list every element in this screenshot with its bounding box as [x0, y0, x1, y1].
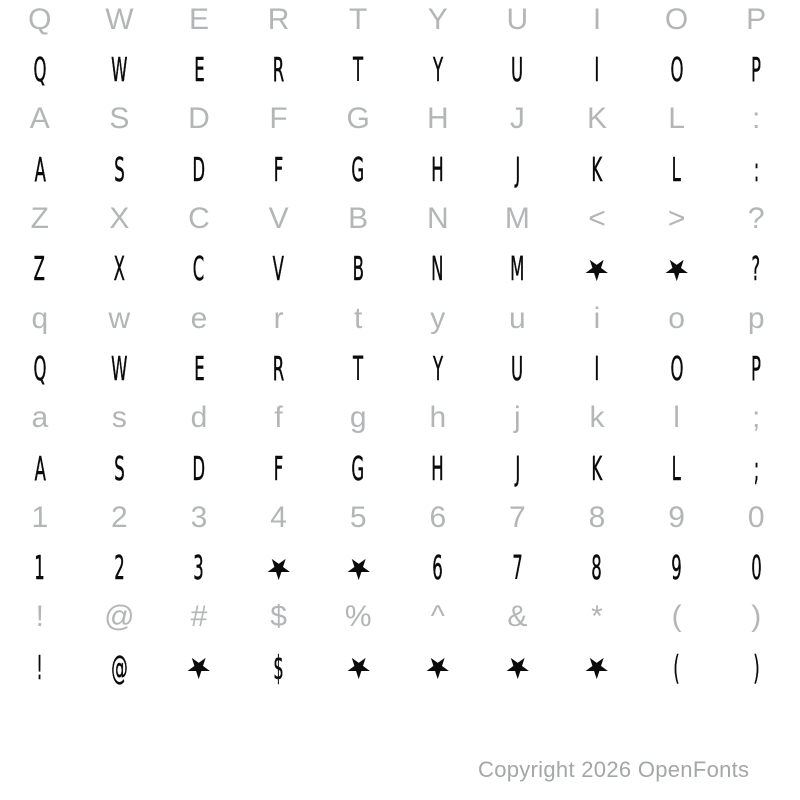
glyph-cell: [716, 493, 796, 543]
glyph-cell: [398, 493, 478, 543]
glyph-cell: [318, 194, 398, 244]
glyph-cell: [0, 95, 80, 145]
specimen-glyph-row: [0, 45, 796, 95]
glyph: B: [352, 249, 364, 289]
glyph: T: [353, 348, 364, 388]
glyph-cell: [80, 443, 160, 493]
glyph: P: [746, 2, 767, 36]
reference-glyph-row: [0, 0, 796, 45]
glyph-cell: [318, 344, 398, 394]
glyph-cell: [318, 443, 398, 493]
glyph: N: [431, 249, 444, 289]
glyph-cell: [318, 95, 398, 145]
glyph: O: [664, 2, 689, 36]
glyph-cell: [478, 194, 558, 244]
glyph-cell: [239, 244, 319, 294]
glyph: *: [591, 600, 603, 634]
glyph: V: [272, 249, 285, 289]
glyph: 6: [429, 500, 447, 534]
glyph-cell: [239, 294, 319, 344]
glyph: O: [670, 348, 684, 388]
glyph: !: [36, 647, 44, 687]
glyph-cell: [478, 45, 558, 95]
glyph-cell: [478, 593, 558, 643]
glyph: Y: [427, 2, 448, 36]
glyph: C: [188, 202, 210, 236]
glyph-cell: [239, 642, 319, 692]
glyph: A: [29, 102, 50, 136]
glyph: o: [668, 301, 685, 335]
glyph-cell: [318, 543, 398, 593]
glyph-cell: [478, 493, 558, 543]
glyph-cell: [0, 0, 80, 45]
reference-glyph-row: [0, 393, 796, 443]
glyph-cell: [318, 244, 398, 294]
glyph: W: [105, 2, 134, 36]
glyph-cell: [398, 393, 478, 443]
glyph-cell: [159, 543, 239, 593]
glyph-cell: [716, 244, 796, 294]
glyph-cell: [398, 144, 478, 194]
glyph-cell: [80, 593, 160, 643]
glyph-cell: [557, 244, 637, 294]
glyph: T: [349, 2, 368, 36]
glyph-cell: [478, 0, 558, 45]
glyph-cell: [557, 0, 637, 45]
glyph-cell: [398, 543, 478, 593]
glyph-cell: [159, 493, 239, 543]
reference-glyph-row: [0, 95, 796, 145]
glyph: 1: [34, 548, 46, 588]
glyph-cell: [478, 294, 558, 344]
glyph: j: [514, 401, 521, 435]
glyph: (: [673, 647, 680, 687]
glyph: U: [506, 2, 529, 36]
glyph-cell: [716, 45, 796, 95]
glyph: ^: [430, 600, 445, 634]
glyph-cell: [637, 0, 717, 45]
glyph: G: [346, 102, 370, 136]
glyph: l: [673, 401, 680, 435]
glyph: F: [273, 448, 284, 488]
glyph-cell: [398, 593, 478, 643]
glyph-cell: [716, 0, 796, 45]
glyph-cell: [318, 144, 398, 194]
specimen-glyph-row: [0, 443, 796, 493]
glyph: e: [190, 301, 208, 335]
glyph-cell: [557, 95, 637, 145]
glyph-cell: [0, 294, 80, 344]
glyph-cell: [637, 45, 717, 95]
glyph-cell: [80, 244, 160, 294]
glyph-cell: [398, 344, 478, 394]
glyph: M: [504, 202, 530, 236]
glyph-cell: [159, 194, 239, 244]
glyph-cell: [239, 194, 319, 244]
glyph: f: [274, 401, 283, 435]
glyph-cell: [239, 0, 319, 45]
glyph-cell: [557, 144, 637, 194]
glyph: Y: [432, 50, 443, 90]
glyph: S: [114, 448, 125, 488]
glyph: K: [586, 102, 607, 136]
glyph: R: [272, 348, 285, 388]
glyph: W: [111, 50, 128, 90]
glyph: D: [188, 102, 210, 136]
glyph: I: [594, 348, 600, 388]
glyph-cell: [398, 642, 478, 692]
glyph: B: [348, 202, 369, 236]
glyph: ): [751, 600, 762, 634]
glyph-cell: [637, 95, 717, 145]
glyph-cell: [239, 45, 319, 95]
glyph-cell: [637, 642, 717, 692]
glyph-cell: [637, 244, 717, 294]
glyph: M: [510, 249, 525, 289]
glyph-cell: [80, 144, 160, 194]
glyph-cell: [398, 194, 478, 244]
glyph: Q: [28, 2, 52, 36]
glyph-cell: [398, 244, 478, 294]
glyph-cell: [159, 393, 239, 443]
glyph: q: [31, 301, 49, 335]
glyph-cell: [478, 95, 558, 145]
glyph: V: [268, 202, 289, 236]
glyph: F: [269, 102, 288, 136]
glyph-cell: [716, 144, 796, 194]
glyph: >: [667, 202, 686, 236]
glyph: G: [351, 448, 365, 488]
glyph: %: [344, 600, 372, 634]
glyph-cell: [478, 543, 558, 593]
glyph: 2: [114, 548, 125, 588]
glyph-cell: [159, 593, 239, 643]
glyph-cell: [557, 344, 637, 394]
glyph-cell: [239, 593, 319, 643]
glyph: t: [354, 301, 363, 335]
reference-glyph-row: [0, 294, 796, 344]
glyph: Z: [30, 202, 49, 236]
glyph: ?: [751, 249, 761, 289]
glyph-cell: [239, 493, 319, 543]
glyph-cell: [318, 0, 398, 45]
glyph: K: [591, 149, 603, 189]
glyph-cell: [637, 393, 717, 443]
glyph-cell: [239, 95, 319, 145]
glyph: ): [752, 647, 760, 687]
glyph: J: [514, 149, 520, 189]
glyph: k: [589, 401, 605, 435]
glyph-cell: [637, 593, 717, 643]
glyph-cell: [239, 443, 319, 493]
glyph: $: [270, 600, 287, 634]
glyph: E: [193, 50, 205, 90]
glyph: 1: [31, 500, 49, 534]
glyph-cell: [478, 443, 558, 493]
glyph: #: [190, 600, 208, 634]
glyph: R: [272, 50, 285, 90]
scribble-star-icon: ★: [585, 253, 609, 284]
glyph: <: [588, 202, 606, 236]
glyph-cell: [80, 294, 160, 344]
glyph: @: [104, 600, 135, 634]
glyph-cell: [80, 393, 160, 443]
glyph: Z: [34, 249, 46, 289]
glyph-cell: [159, 443, 239, 493]
glyph: T: [353, 50, 364, 90]
glyph: F: [273, 149, 284, 189]
glyph-cell: [637, 493, 717, 543]
glyph-cell: [478, 642, 558, 692]
glyph-cell: [318, 45, 398, 95]
glyph: g: [349, 401, 367, 435]
glyph: L: [671, 149, 682, 189]
glyph-cell: [318, 493, 398, 543]
glyph-cell: [318, 593, 398, 643]
glyph: X: [113, 249, 126, 289]
glyph: !: [35, 600, 44, 634]
glyph-cell: [159, 294, 239, 344]
glyph-cell: [716, 344, 796, 394]
glyph-cell: [318, 294, 398, 344]
glyph-cell: [0, 393, 80, 443]
glyph: ?: [747, 202, 765, 236]
glyph-cell: [398, 294, 478, 344]
glyph: &: [507, 600, 528, 634]
glyph: A: [34, 149, 46, 189]
glyph-cell: [716, 443, 796, 493]
glyph-cell: [0, 194, 80, 244]
reference-glyph-row: [0, 493, 796, 543]
glyph-cell: [557, 393, 637, 443]
glyph: I: [592, 2, 602, 36]
glyph: ;: [752, 401, 761, 435]
glyph-cell: [716, 194, 796, 244]
glyph-cell: [80, 493, 160, 543]
glyph: ;: [753, 448, 759, 488]
glyph: 2: [111, 500, 128, 534]
glyph: P: [751, 50, 762, 90]
glyph-cell: [80, 0, 160, 45]
glyph: K: [591, 448, 603, 488]
glyph-cell: [716, 593, 796, 643]
specimen-glyph-row: [0, 642, 796, 692]
glyph-cell: [0, 244, 80, 294]
glyph: U: [511, 348, 524, 388]
glyph-cell: [557, 642, 637, 692]
glyph: y: [430, 301, 446, 335]
glyph: i: [593, 301, 601, 335]
glyph-cell: [239, 393, 319, 443]
glyph-cell: [80, 45, 160, 95]
glyph: E: [193, 348, 205, 388]
glyph-cell: [637, 543, 717, 593]
glyph: 9: [671, 548, 682, 588]
glyph: h: [429, 401, 447, 435]
glyph-cell: [80, 642, 160, 692]
reference-glyph-row: [0, 194, 796, 244]
glyph: S: [109, 102, 130, 136]
scribble-star-icon: ★: [585, 652, 609, 683]
glyph-cell: [0, 593, 80, 643]
glyph-cell: [398, 443, 478, 493]
glyph: $: [273, 647, 284, 687]
specimen-glyph-row: [0, 543, 796, 593]
glyph-cell: [478, 144, 558, 194]
glyph-cell: [637, 294, 717, 344]
glyph-cell: [0, 45, 80, 95]
glyph-cell: [398, 95, 478, 145]
glyph: J: [514, 448, 520, 488]
glyph-cell: [159, 244, 239, 294]
glyph: u: [509, 301, 526, 335]
glyph-cell: [398, 45, 478, 95]
glyph: Q: [33, 50, 47, 90]
glyph: H: [431, 149, 444, 189]
reference-glyph-row: [0, 593, 796, 643]
glyph: W: [111, 348, 128, 388]
glyph: 0: [750, 548, 762, 588]
specimen-glyph-row: [0, 244, 796, 294]
glyph: D: [192, 149, 206, 189]
glyph-cell: [80, 95, 160, 145]
glyph-cell: [557, 45, 637, 95]
specimen-glyph-row: [0, 344, 796, 394]
glyph: 5: [349, 500, 367, 534]
glyph-cell: [318, 393, 398, 443]
glyph-cell: [80, 194, 160, 244]
glyph-cell: [80, 543, 160, 593]
glyph: H: [431, 448, 444, 488]
glyph-cell: [478, 344, 558, 394]
glyph: (: [671, 600, 682, 634]
glyph-cell: [637, 194, 717, 244]
glyph-cell: [159, 45, 239, 95]
glyph-cell: [716, 642, 796, 692]
glyph-cell: [80, 344, 160, 394]
specimen-glyph-row: [0, 144, 796, 194]
scribble-star-icon: ★: [664, 253, 689, 284]
glyph-cell: [159, 144, 239, 194]
glyph: 8: [588, 500, 606, 534]
glyph: r: [273, 301, 284, 335]
glyph: @: [111, 647, 128, 687]
glyph-cell: [0, 144, 80, 194]
glyph: 0: [747, 500, 765, 534]
glyph: R: [267, 2, 290, 36]
glyph: p: [747, 301, 765, 335]
glyph-cell: [478, 393, 558, 443]
glyph-cell: [159, 642, 239, 692]
scribble-star-icon: ★: [187, 652, 211, 683]
scribble-star-icon: ★: [346, 552, 370, 583]
glyph-cell: [318, 642, 398, 692]
glyph: :: [753, 149, 759, 189]
glyph-cell: [398, 0, 478, 45]
glyph: Y: [432, 348, 443, 388]
glyph: a: [31, 401, 49, 435]
glyph-cell: [716, 95, 796, 145]
glyph-cell: [557, 194, 637, 244]
glyph-cell: [637, 144, 717, 194]
glyph: H: [426, 102, 449, 136]
glyph-cell: [159, 0, 239, 45]
glyph: I: [594, 50, 600, 90]
glyph: X: [109, 202, 130, 236]
glyph: G: [351, 149, 365, 189]
glyph-cell: [557, 443, 637, 493]
glyph: A: [34, 448, 46, 488]
glyph-cell: [0, 443, 80, 493]
glyph-cell: [0, 543, 80, 593]
glyph: 7: [512, 548, 523, 588]
glyph: L: [671, 448, 682, 488]
scribble-star-icon: ★: [426, 652, 450, 683]
glyph-cell: [716, 393, 796, 443]
glyph: U: [511, 50, 524, 90]
glyph-cell: [716, 543, 796, 593]
glyph: Q: [33, 348, 47, 388]
glyph-cell: [637, 344, 717, 394]
glyph: O: [670, 50, 684, 90]
glyph-cell: [159, 344, 239, 394]
copyright-text: Copyright 2026 OpenFonts: [478, 757, 750, 782]
glyph: N: [426, 202, 449, 236]
glyph: s: [111, 401, 127, 435]
scribble-star-icon: ★: [505, 652, 530, 683]
glyph: L: [668, 102, 685, 136]
scribble-star-icon: ★: [346, 652, 370, 683]
glyph: C: [193, 249, 205, 289]
glyph: 3: [190, 500, 208, 534]
glyph-cell: [557, 593, 637, 643]
glyph-cell: [478, 244, 558, 294]
glyph: J: [509, 102, 525, 136]
glyph: E: [188, 2, 209, 36]
glyph-cell: [239, 344, 319, 394]
glyph: 4: [270, 500, 287, 534]
glyph-cell: [239, 543, 319, 593]
glyph: 6: [432, 548, 444, 588]
glyph-cell: [716, 294, 796, 344]
glyph-cell: [159, 95, 239, 145]
glyph-cell: [637, 443, 717, 493]
glyph: w: [108, 301, 131, 335]
glyph: D: [192, 448, 206, 488]
glyph: 3: [193, 548, 205, 588]
glyph: :: [752, 102, 761, 136]
scribble-star-icon: ★: [266, 552, 291, 583]
glyph-cell: [557, 543, 637, 593]
glyph-cell: [0, 344, 80, 394]
glyph: P: [751, 348, 762, 388]
glyph-cell: [557, 294, 637, 344]
glyph-cell: [0, 493, 80, 543]
glyph: d: [190, 401, 208, 435]
glyph: S: [114, 149, 125, 189]
glyph-cell: [0, 642, 80, 692]
glyph-cell: [239, 144, 319, 194]
glyph: 9: [668, 500, 685, 534]
glyph: 7: [509, 500, 526, 534]
glyph-cell: [557, 493, 637, 543]
glyph: 8: [591, 548, 603, 588]
